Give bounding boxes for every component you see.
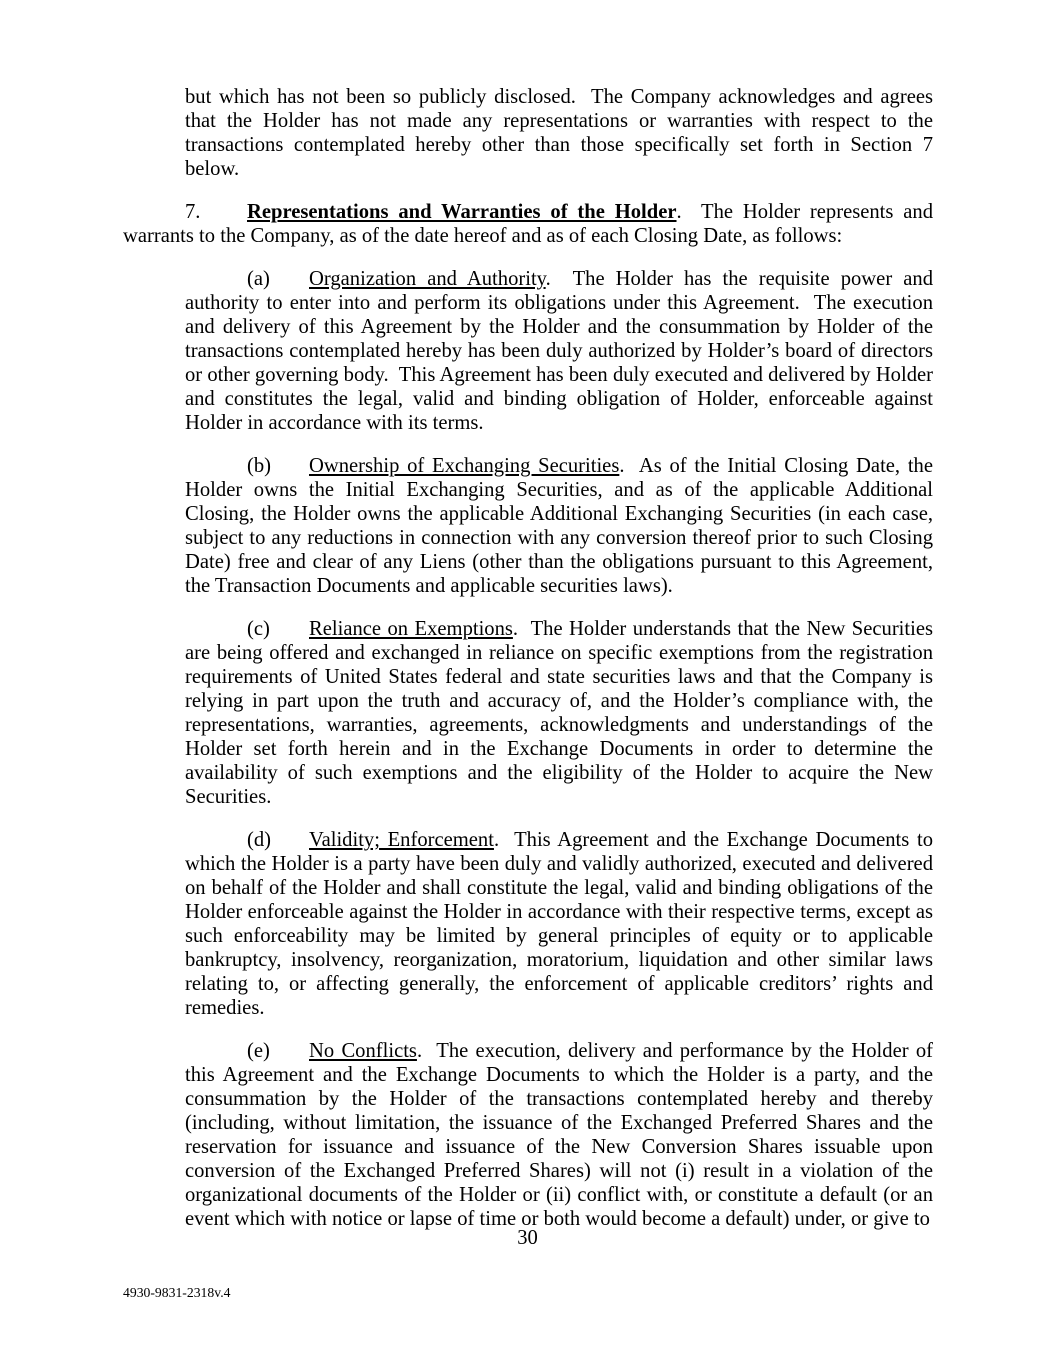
subsection-c-paragraph bbox=[185, 617, 939, 809]
document-body bbox=[123, 85, 939, 1250]
subsection-a-label: (a) bbox=[247, 268, 270, 290]
intro-paragraph bbox=[185, 85, 939, 181]
subsection-b-paragraph bbox=[185, 454, 939, 598]
subsection-b-title: Ownership of Exchanging Securities bbox=[309, 455, 620, 477]
subsection-a-paragraph bbox=[185, 267, 939, 435]
subsection-e-paragraph bbox=[185, 1039, 939, 1231]
subsection-c-title: Reliance on Exemptions bbox=[309, 618, 513, 640]
section-7-body: . The Holder represents and warrants to the Company, as of the date hereof and as of each Closing Date, as follows: bbox=[123, 201, 939, 247]
subsection-e-title: No Conflicts bbox=[309, 1040, 417, 1062]
subsection-d-body: . This Agreement and the Exchange Documents to which the Holder is a party have been duly and validly authorized, executed and delivered on behalf of the Holder and shall constitute the legal, valid and binding obligations of the Holder enforceable against the Holder in accordance with their respective terms, except as such enforceability may be limited by general principles of equity or to applicable bankruptcy, insolvency, reorganization, moratorium, liquidation and other similar laws relating to, or affecting generally, the enforcement of applicable creditors’ rights and remedies. bbox=[185, 829, 939, 1019]
subsection-e-body: . The execution, delivery and performance by the Holder of this Agreement and the Exchange Documents to which the Holder is a party, and the consummation by the Holder of the transactions contemplated hereby and thereby (including, without limitation, the issuance of the Exchanged Preferred Shares and the reservation for issuance and issuance of the New Conversion Shares issuable upon conversion of the Exchanged Preferred Shares) will not (i) result in a violation of the organizational documents of the Holder or (ii) conflict with, or constitute a default (or an event which with notice or lapse of time or both would become a default) under, or give to bbox=[185, 1040, 939, 1230]
page-number: 30 bbox=[517, 1227, 538, 1249]
intro-paragraph-text: but which has not been so publicly disclosed. The Company acknowledges and agrees that the Holder has not made any representations or warranties with respect to the transactions contemplated hereby other than those specifically set forth in Section 7 below. bbox=[185, 86, 939, 180]
subsection-b-label: (b) bbox=[247, 455, 272, 477]
subsection-a-title: Organization and Authority bbox=[309, 268, 546, 290]
subsection-a-body: . The Holder has the requisite power and authority to enter into and perform its obligations under this Agreement. The execution and delivery of this Agreement by the Holder and the consummation by Holder of the transactions contemplated hereby has been duly authorized by Holder’s board of directors or other governing body. This Agreement has been duly executed and delivered by Holder and constitutes the legal, valid and binding obligation of Holder, enforceable against Holder in accordance with its terms. bbox=[185, 268, 939, 434]
section-7-title: Representations and Warranties of the Holder bbox=[247, 201, 677, 223]
subsection-b-body: . As of the Initial Closing Date, the Holder owns the Initial Exchanging Securities, and as of the applicable Additional Closing, the Holder owns the applicable Additional Exchanging Securities (in each case, subject to any reductions in connection with any conversion thereof prior to such Closing Date) free and clear of any Liens (other than the obligations pursuant to this Agreement, the Transaction Documents and applicable securities laws). bbox=[185, 455, 939, 597]
section-7-number: 7. bbox=[185, 201, 201, 223]
subsection-c-label: (c) bbox=[247, 618, 270, 640]
subsection-d-label: (d) bbox=[247, 829, 272, 851]
section-7-paragraph bbox=[123, 200, 939, 248]
subsection-d-title: Validity; Enforcement bbox=[309, 829, 494, 851]
subsection-e-label: (e) bbox=[247, 1040, 270, 1062]
subsection-d-paragraph bbox=[185, 828, 939, 1020]
doc-control-number: 4930-9831-2318v.4 bbox=[123, 1285, 231, 1300]
subsection-c-body: . The Holder understands that the New Securities are being offered and exchanged in reliance on specific exemptions from the registration requirements of United States federal and state securities laws and that the Company is relying in part upon the truth and accuracy of, and the Holder’s compliance with, the representations, warranties, agreements, acknowledgments and understandings of the Holder set forth herein and in the Exchange Documents in order to determine the availability of such exemptions and the eligibility of the Holder to acquire the New Securities. bbox=[185, 618, 939, 808]
